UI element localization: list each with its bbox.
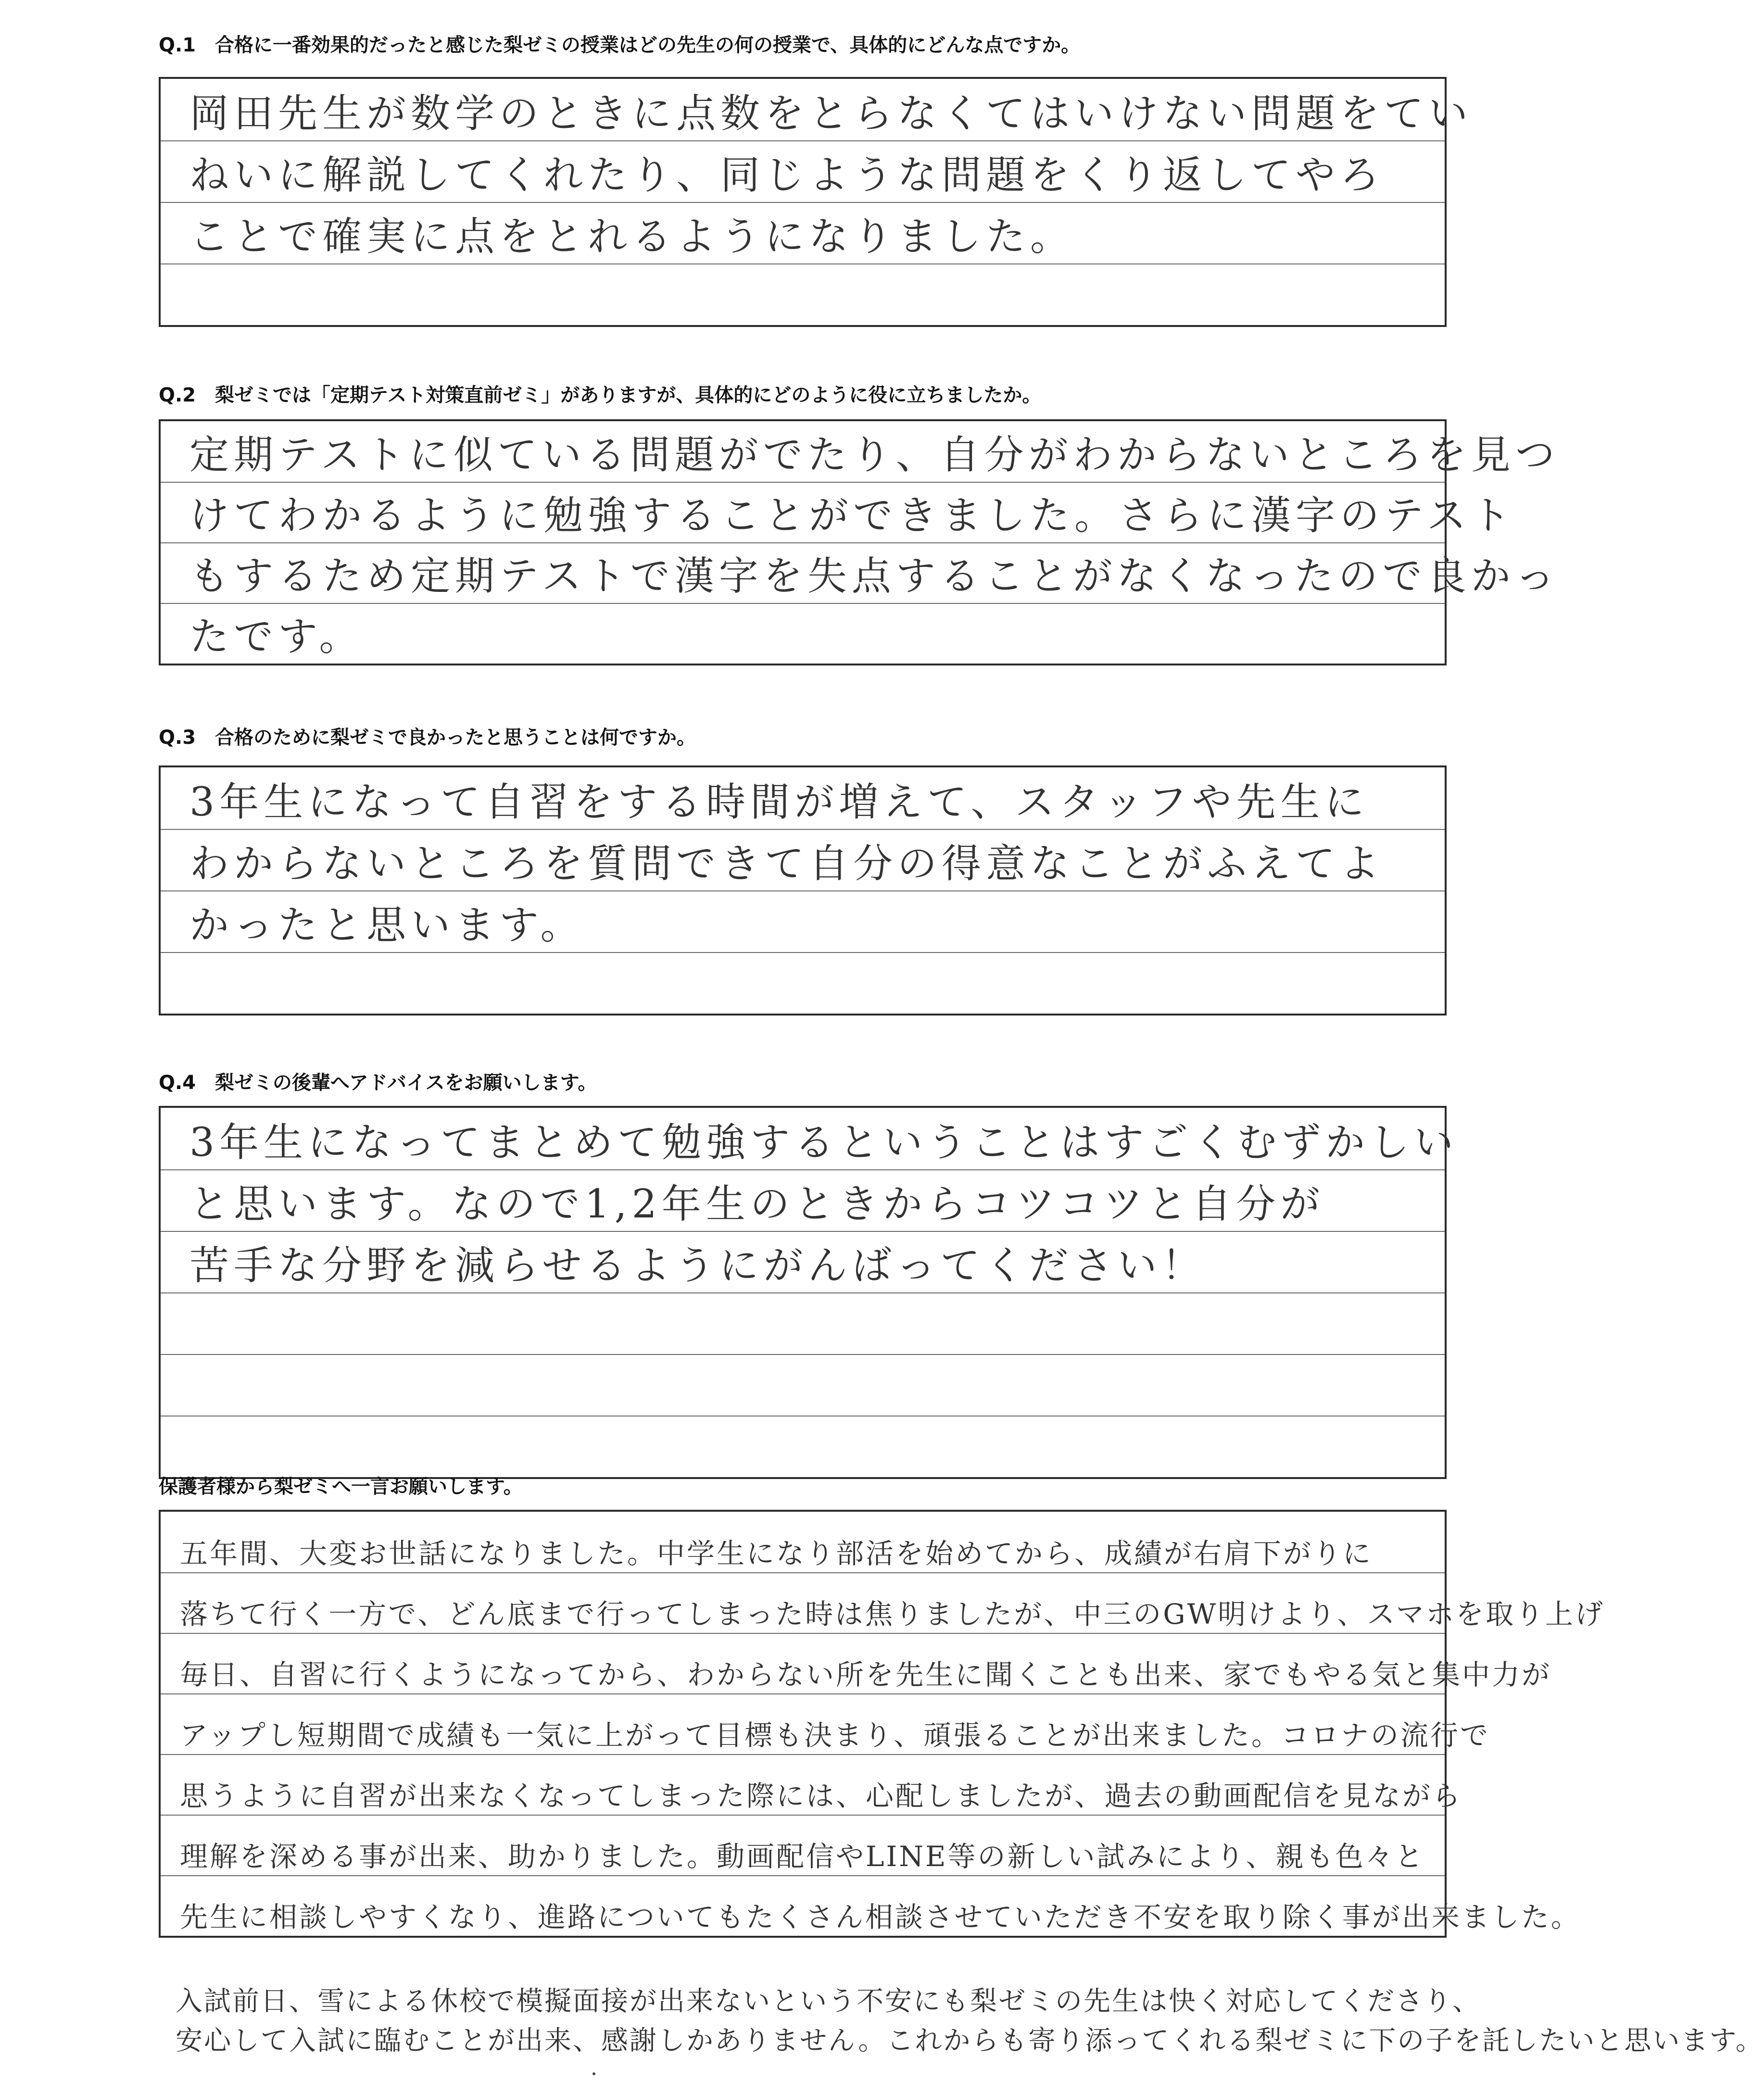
q4-title: Q.4 梨ゼミの後輩へアドバイスをお願いします。 <box>159 1072 597 1094</box>
answer-text: と思います。なので1,2年生のときからコツコツと自分が <box>189 1181 1325 1227</box>
answer-line <box>161 79 1473 140</box>
answer-line <box>161 1354 1445 1416</box>
answer-line <box>161 202 1445 263</box>
answer-text: けてわかるように勉強することができました。さらに漢字のテスト <box>189 493 1515 539</box>
parent-title: 保護者様から梨ゼミへ一言お願いします。 <box>159 1476 523 1498</box>
q3-title: Q.3 合格のために梨ゼミで良かったと思うことは何ですか。 <box>159 727 696 749</box>
answer-line <box>161 1231 1445 1292</box>
answer-text: 五年間、大変お世話になりました。中学生になり部活を始めてから、成績が右肩下がりに <box>180 1537 1373 1570</box>
answer-text: 先生に相談しやすくなり、進路についてもたくさん相談させていただき不安を取り除く事が出来ました。 <box>180 1901 1581 1933</box>
answer-line <box>161 952 1445 1014</box>
q1-title: Q.1 合格に一番効果的だったと感じた梨ゼミの授業はどの先生の何の授業で、具体的にどんな点ですか。 <box>159 34 1081 56</box>
answer-text: 岡田先生が数学のときに点数をとらなくてはいけない問題をてい <box>189 91 1473 137</box>
answer-text: アップし短期間で成績も一気に上がって目標も決まり、頑張ることが出来ました。コロナの流行で <box>180 1719 1490 1752</box>
answer-line <box>161 482 1515 542</box>
answer-line <box>161 1292 1445 1354</box>
answer-line <box>161 421 1560 482</box>
answer-line <box>161 263 1445 325</box>
answer-text: 理解を深める事が出来、助かりました。動画配信やLINE等の新しい試みにより、親も色々と <box>180 1840 1425 1873</box>
parent-extra-line: 安心して入試に臨むことが出来、感謝しかありません。これからも寄り添ってくれる梨ゼミに下の子を託したいと思います。 <box>176 2025 1764 2056</box>
answer-line <box>161 603 1445 664</box>
answer-text: ことで確実に点をとれるようになりました。 <box>189 214 1075 260</box>
answer-line <box>161 1169 1445 1231</box>
answer-line <box>161 1572 1605 1633</box>
answer-line <box>161 767 1445 829</box>
q1-answer-box <box>159 77 1473 327</box>
q2-answer-box <box>159 419 1560 665</box>
answer-text: 定期テストに似ている問題がでたり、自分がわからないところを見つ <box>189 432 1560 478</box>
q2-title: Q.2 梨ゼミでは「定期テスト対策直前ゼミ」がありますが、具体的にどのように役に立ちましたか。 <box>159 384 1042 406</box>
answer-line <box>161 542 1560 603</box>
answer-text: もするため定期テストで漢字を失点することがなくなったので良かっ <box>189 553 1560 599</box>
answer-line <box>161 1108 1459 1169</box>
answer-line <box>161 1875 1581 1936</box>
answer-line <box>161 890 1445 952</box>
answer-text: 思うように自習が出来なくなってしまった際には、心配しましたが、過去の動画配信を見ながら <box>180 1780 1462 1812</box>
parent-answer-box <box>159 1510 1605 1938</box>
answer-text: 3年生になって自習をする時間が増えて、スタッフや先生に <box>189 779 1369 825</box>
answer-text: 3年生になってまとめて勉強するということはすごくむずかしい <box>189 1120 1459 1166</box>
parent-extra-line: 入試前日、雪による休校で模擬面接が出来ないという不安にも梨ゼミの先生は快く対応してくださり、 <box>176 1986 1481 2017</box>
answer-line <box>161 1416 1445 1477</box>
answer-line <box>161 1633 1552 1693</box>
answer-text: 落ちて行く一方で、どん底まで行ってしまった時は焦りましたが、中三のGW明けより、スマホを取り上げ <box>180 1598 1605 1630</box>
answer-line <box>161 140 1445 202</box>
answer-line <box>161 1693 1490 1754</box>
stray-mark <box>592 2072 595 2075</box>
answer-text: たです。 <box>189 614 364 660</box>
answer-line <box>161 829 1445 890</box>
answer-line <box>161 1754 1462 1815</box>
answer-text: かったと思います。 <box>189 903 585 948</box>
q4-answer-box <box>159 1106 1459 1479</box>
answer-text: 苦手な分野を減らせるようにがんばってください！ <box>189 1243 1206 1289</box>
answer-line <box>161 1815 1445 1875</box>
q3-answer-box <box>159 765 1447 1015</box>
answer-text: わからないところを質問できて自分の得意なことがふえてよ <box>189 841 1385 887</box>
answer-text: ねいに解説してくれたり、同じような問題をくり返してやろ <box>189 152 1385 198</box>
answer-line <box>161 1512 1445 1572</box>
answer-text: 毎日、自習に行くようになってから、わからない所を先生に聞くことも出来、家でもやる気と集中力が <box>180 1658 1552 1691</box>
